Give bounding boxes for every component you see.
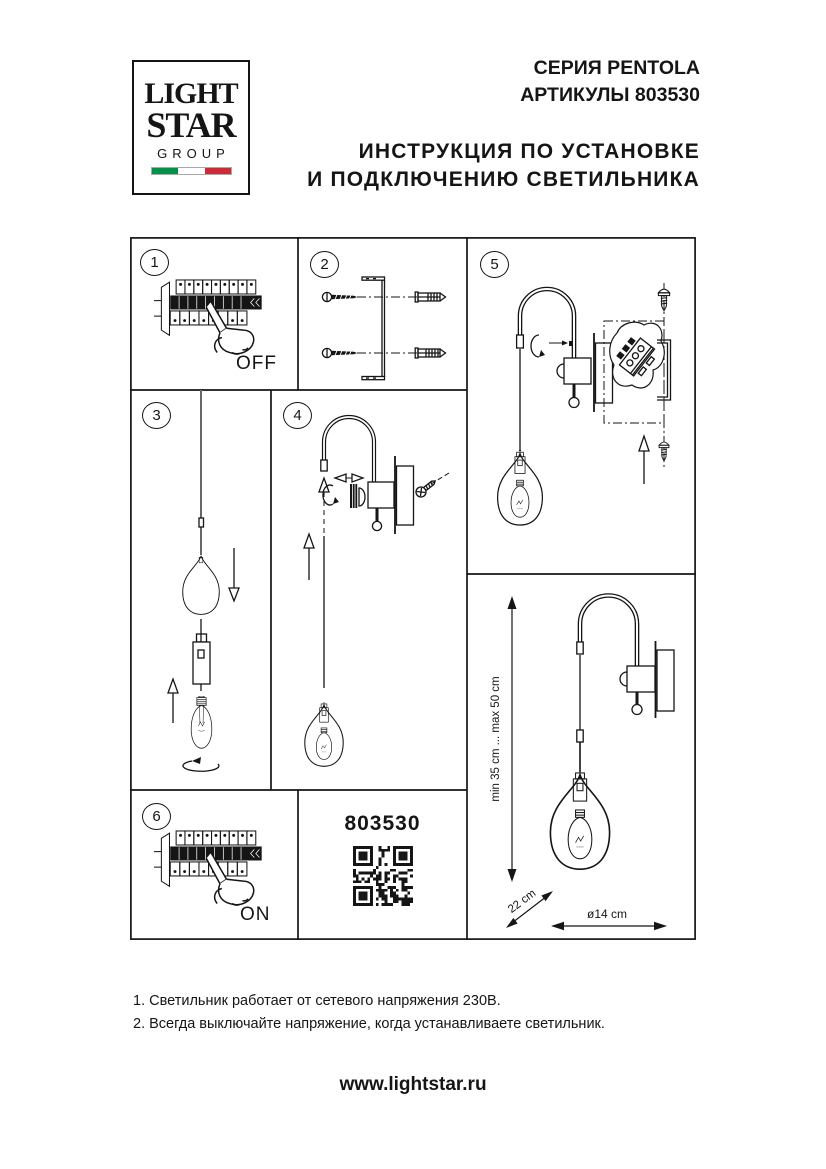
arm-threading-drawing [271, 390, 467, 790]
qr-code [353, 846, 413, 906]
document-header [307, 55, 700, 194]
mounting-hardware-drawing [298, 237, 467, 390]
dimensions-panel [467, 574, 696, 940]
glass-shade-outline [183, 556, 220, 615]
flag-white [178, 168, 204, 174]
lightstar-logo [132, 60, 250, 195]
italian-flag-stripe [151, 167, 232, 175]
step-number-4: 4 [283, 402, 312, 429]
step-panel-2 [298, 237, 467, 390]
step-panel-3 [130, 390, 271, 790]
instruction-title-line1: ИНСТРУКЦИЯ ПО УСТАНОВКЕ [358, 140, 700, 163]
candle-bulb-drawing [191, 696, 212, 748]
power-on-label: ON [240, 904, 271, 925]
height-range-label: min 35 cm ... max 50 cm [490, 676, 502, 802]
flag-red [205, 168, 231, 174]
dimension-drawing [467, 574, 696, 940]
article-number: 803530 [344, 812, 421, 835]
articles-title: АРТИКУЛЫ 803530 [520, 84, 700, 106]
website-url: www.lightstar.ru [339, 1074, 487, 1095]
instruction-title-line2: И ПОДКЛЮЧЕНИЮ СВЕТИЛЬНИКА [307, 168, 700, 191]
pendant-assembly-drawing [130, 390, 271, 790]
diameter-label: ø14 cm [586, 907, 628, 921]
note-1: 1. Светильник работает от сетевого напряжения 230В. [133, 993, 501, 1009]
logo-line-light: LIGHT [144, 77, 238, 110]
glass-shade-drawing [498, 450, 543, 525]
step-panel-5 [467, 237, 696, 574]
flag-green [152, 168, 178, 174]
wall-mount-drawing [467, 237, 696, 574]
logo-line-star: STAR [146, 105, 236, 145]
depth-label: 22 cm [506, 887, 539, 916]
step-panel-6 [130, 790, 298, 940]
step-number-2: 2 [310, 251, 339, 278]
glass-shade-drawing [550, 770, 609, 869]
step-panel-1 [130, 237, 298, 390]
qr-panel [298, 790, 467, 940]
note-2: 2. Всегда выключайте напряжение, когда устанавливаете светильник. [133, 1015, 605, 1032]
installation-diagram [130, 237, 696, 940]
glass-shade-drawing [305, 702, 343, 766]
step-number-3: 3 [142, 402, 171, 429]
step-number-1: 1 [140, 249, 169, 276]
series-title: СЕРИЯ PENTOLA [533, 57, 700, 79]
step-number-5: 5 [480, 251, 509, 278]
safety-notes [133, 990, 605, 1035]
power-off-label: OFF [236, 353, 277, 374]
step-panel-4 [271, 390, 467, 790]
step-number-6: 6 [142, 803, 171, 830]
logo-line-group: GROUP [157, 146, 230, 161]
